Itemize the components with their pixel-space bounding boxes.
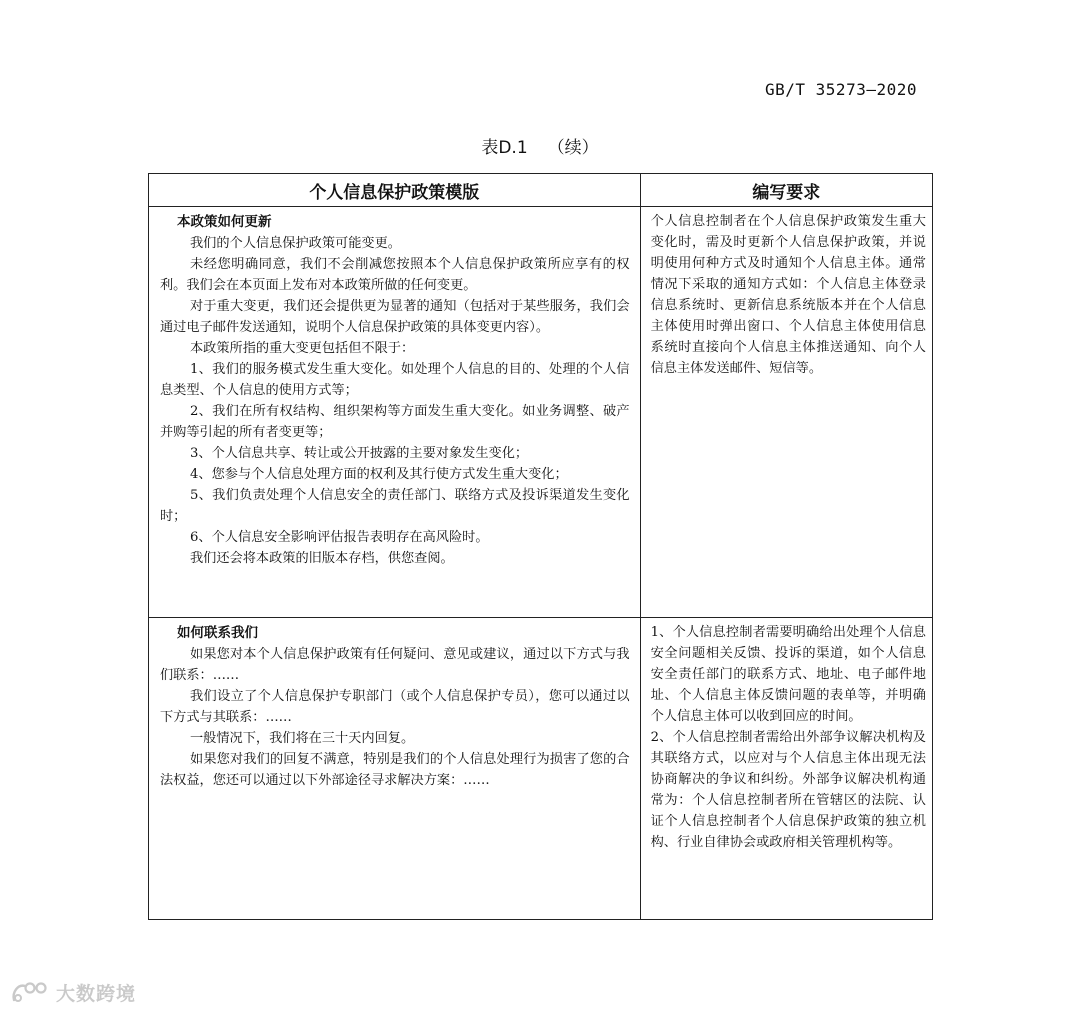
list-item: 1、我们的服务模式发生重大变化。如处理个人信息的目的、处理的个人信息类型、个人信息的使用方式等；	[160, 362, 630, 398]
table-caption-suffix: （续）	[547, 138, 599, 158]
list-item: 4、您参与个人信息处理方面的权利及其行使方式发生重大变化；	[190, 467, 568, 482]
standard-number: GB/T 35273—2020	[765, 80, 917, 99]
watermark-text: 大数跨境	[56, 982, 137, 1005]
paragraph: 一般情况下，我们将在三十天内回复。	[190, 731, 415, 746]
paragraph: 如果您对我们的回复不满意，特别是我们的个人信息处理行为损害了您的合法权益，您还可以通过以下外部途径寻求解决方案：……	[160, 752, 630, 788]
brand-logo-icon	[10, 978, 52, 1006]
requirement-cell	[640, 207, 932, 618]
requirement-cell	[640, 618, 932, 920]
requirement-paragraph: 1、个人信息控制者需要明确给出处理个人信息安全问题相关反馈、投诉的渠道，如个人信息安全责任部门的联系方式、地址、电子邮件地址、个人信息主体反馈问题的表单等，并明确个人信息主体可以收到回应的时间。	[650, 625, 926, 724]
table-row	[149, 207, 933, 618]
watermark	[10, 978, 136, 1006]
paragraph: 我们设立了个人信息保护专职部门（或个人信息保护专员），您可以通过以下方式与其联系：……	[160, 689, 630, 725]
requirement-paragraph: 个人信息控制者在个人信息保护政策发生重大变化时，需及时更新个人信息保护政策，并说明使用何种方式及时通知个人信息主体。通常情况下采取的通知方式如：个人信息主体登录信息系统时、更新信息系统版本并在个人信息主体使用时弹出窗口、个人信息主体使用信息系统时直接向个人信息主体推送通知、向个人信息主体发送邮件、短信等。	[650, 214, 926, 376]
section-title: 如何联系我们	[177, 625, 258, 641]
template-cell	[149, 207, 641, 618]
list-item: 3、个人信息共享、转让或公开披露的主要对象发生变化；	[190, 446, 529, 461]
table-header-row	[149, 174, 933, 207]
requirement-paragraph: 2、个人信息控制者需给出外部争议解决机构及其联络方式，以应对与个人信息主体出现无法协商解决的争议和纠纷。外部争议解决机构通常为：个人信息控制者所在管辖区的法院、认证个人信息控制者个人信息保护政策的独立机构、行业自律协会或政府相关管理机构等。	[650, 730, 926, 850]
table-row	[149, 618, 933, 920]
paragraph: 我们还会将本政策的旧版本存档，供您查阅。	[190, 551, 454, 566]
paragraph: 未经您明确同意，我们不会削减您按照本个人信息保护政策所应享有的权利。我们会在本页面上发布对本政策所做的任何变更。	[160, 257, 630, 293]
template-cell	[149, 618, 641, 920]
paragraph: 对于重大变更，我们还会提供更为显著的通知（包括对于某些服务，我们会通过电子邮件发送通知，说明个人信息保护政策的具体变更内容）。	[160, 299, 630, 335]
paragraph: 如果您对本个人信息保护政策有任何疑问、意见或建议，通过以下方式与我们联系：……	[160, 647, 630, 683]
list-item: 5、我们负责处理个人信息安全的责任部门、联络方式及投诉渠道发生变化时；	[160, 488, 630, 524]
header-requirements: 编写要求	[640, 174, 932, 207]
section-title: 本政策如何更新	[177, 214, 272, 230]
list-item: 2、我们在所有权结构、组织架构等方面发生重大变化。如业务调整、破产并购等引起的所有者变更等；	[160, 404, 630, 440]
paragraph: 本政策所指的重大变更包括但不限于：	[190, 341, 415, 356]
table-caption	[0, 133, 1080, 158]
policy-template-table	[148, 173, 933, 920]
table-caption-label: 表D.1	[481, 138, 528, 158]
paragraph: 我们的个人信息保护政策可能变更。	[190, 236, 401, 251]
header-template: 个人信息保护政策模版	[149, 174, 641, 207]
list-item: 6、个人信息安全影响评估报告表明存在高风险时。	[190, 530, 489, 545]
